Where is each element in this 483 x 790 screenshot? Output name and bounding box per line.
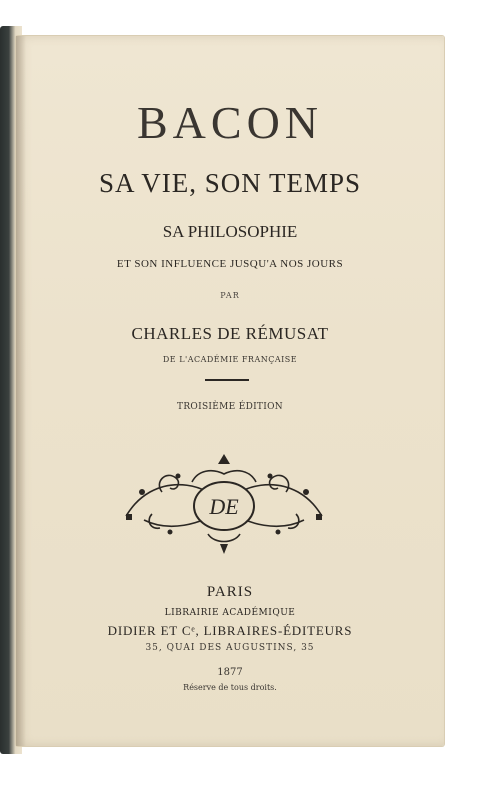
ornament-monogram: DE xyxy=(209,494,239,519)
rights-notice: Réserve de tous droits. xyxy=(183,683,277,692)
edition-statement: TROISIÈME ÉDITION xyxy=(177,402,283,412)
publisher-address: 35, QUAI DES AUGUSTINS, 35 xyxy=(145,643,315,653)
publisher-ornament-icon xyxy=(122,452,326,556)
author-affiliation: DE L'ACADÉMIE FRANÇAISE xyxy=(162,355,298,364)
subtitle-influence: ET SON INFLUENCE JUSQU'A NOS JOURS xyxy=(116,258,344,270)
publisher-line-2: DIDIER ET Cᵉ, LIBRAIRES-ÉDITEURS xyxy=(107,623,353,638)
author-name: CHARLES DE RÉMUSAT xyxy=(131,324,329,343)
by-line: PAR xyxy=(220,291,240,300)
publication-city: PARIS xyxy=(206,584,254,600)
subtitle-philosophy: SA PHILOSOPHIE xyxy=(162,222,298,241)
divider-rule xyxy=(205,379,249,381)
book-title: BACON xyxy=(136,97,324,148)
publication-year: 1877 xyxy=(217,667,243,678)
subtitle-life-times: SA VIE, SON TEMPS xyxy=(98,168,362,198)
publisher-line-1: LIBRAIRIE ACADÉMIQUE xyxy=(164,608,296,618)
